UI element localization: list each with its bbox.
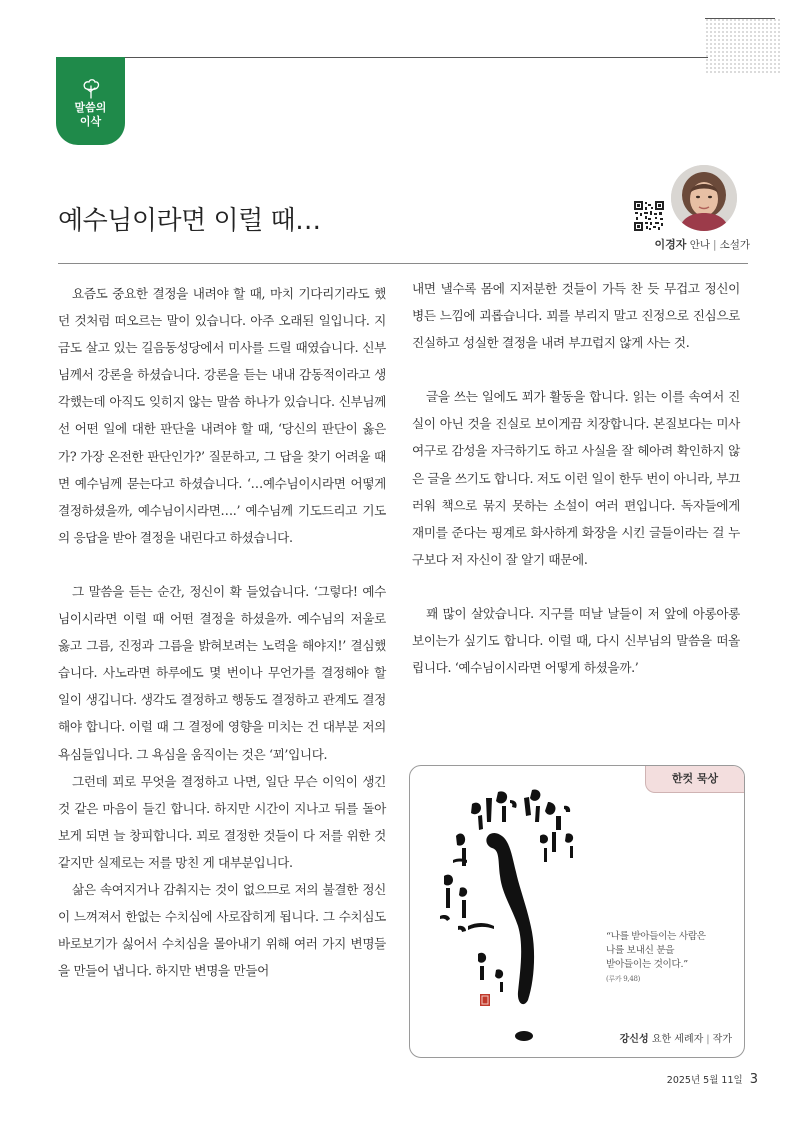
quote-line: 받아들이는 것이다.”	[606, 959, 688, 970]
paragraph: 그런데 꾀로 무엇을 결정하고 나면, 일단 무슨 이익이 생긴 것 같은 마음이 들긴 합니다. 하지만 시간이 지나고 뒤를 돌아보게 되면 늘 창피합니다. 꾀로 결정한 것들이 다 저를 위한 것 같지만 실제로는 저를 망친 게 대부분입니다.	[58, 773, 386, 870]
artist-role: 작가	[712, 1034, 732, 1045]
section-tab	[56, 57, 125, 145]
author-role: 소설가	[719, 239, 750, 251]
artist-credit: 강신성 요한 세례자 | 작가	[619, 1034, 732, 1045]
author-portrait-illustration	[671, 165, 737, 231]
calligraphy-artwork	[420, 776, 600, 1046]
corner-decoration	[705, 18, 781, 74]
paragraph: 꽤 많이 살았습니다. 지구를 떠날 날들이 저 앞에 아롱아롱 보이는가 싶기도 합니다. 이럴 때, 다시 신부님의 말씀을 떠올립니다. ‘예수님이시라면 어떻게 하셨을까.’	[412, 605, 740, 676]
author-byline: 이경자 안나 | 소설가	[654, 238, 750, 251]
section-tab-line1: 말씀의	[74, 101, 107, 114]
quote-line: 나를 보내신 분을	[606, 945, 675, 956]
article-body-left-column	[58, 280, 386, 984]
page-number: 3	[749, 1072, 758, 1087]
quote-line: “나를 받아들이는 사람은	[606, 931, 706, 942]
paragraph: 글을 쓰는 일에도 꾀가 활동을 합니다. 읽는 이를 속여서 진실이 아닌 것을 진실로 보이게끔 치장합니다. 본질보다는 미사여구로 감성을 자극하기도 하고 사실을 잘 헤아려 확인하지 않은 글을 쓰기도 합니다. 저도 이런 일이 한두 번이 아니라, 부끄러워 책으로 묶지 못하는 소설이 여러 편입니다. 독자들에게 재미를 준다는 핑계로 화사하게 화장을 시킨 글들이라는 걸 누구보다 저 자신이 잘 알기 때문에.	[412, 389, 740, 567]
header-rule	[125, 57, 708, 58]
author-name: 이경자	[654, 238, 687, 251]
wheat-tree-icon	[80, 77, 102, 99]
section-tab-line2: 이삭	[79, 115, 102, 128]
meditation-box	[409, 765, 745, 1058]
article-title: 예수님이라면 이럴 때…	[58, 206, 321, 236]
scripture-quote	[606, 930, 736, 986]
author-baptismal-name: 안나	[689, 239, 711, 251]
page-footer	[667, 1072, 758, 1087]
qr-code[interactable]	[634, 201, 664, 231]
article-body-right-column	[412, 275, 740, 681]
paragraph: 요즘도 중요한 결정을 내려야 할 때, 마치 기다리기라도 했던 것처럼 떠오르는 말이 있습니다. 아주 오래된 일입니다. 지금도 살고 있는 길음동성당에서 미사를 드릴 때였습니다. 신부님께서 강론을 하셨습니다. 강론을 듣는 내내 감동적이라고 생각했는데 아직도 잊히지 않는 말씀 하나가 있습니다. 신부님께선 어떤 일에 대한 판단을 내려야 할 때, ‘당신의 판단이 옳은가? 가장 온전한 판단인가?’ 질문하고, 그 답을 찾기 어려울 때면 예수님께 묻는다고 하셨습니다. ‘…예수님이시라면 어떻게 결정하셨을까, 예수님이시라면….’ 예수님께 기도드리고 기도의 응답을 받아 결정을 내린다고 하셨습니다.	[58, 286, 386, 545]
title-divider	[58, 263, 748, 264]
meditation-tag: 한컷 묵상	[645, 766, 744, 793]
artist-name: 강신성	[619, 1034, 649, 1045]
calligraphy-strokes	[440, 789, 573, 1041]
quote-reference: (루카 9,48)	[606, 975, 641, 983]
author-photo	[671, 165, 737, 231]
artist-baptismal-name: 요한 세례자	[651, 1034, 704, 1045]
issue-date: 2025년 5월 11일	[666, 1075, 743, 1086]
paragraph: 내면 낼수록 몸에 지저분한 것들이 가득 찬 듯 무겁고 정신이 병든 느낌에 괴롭습니다. 꾀를 부리지 말고 진정으로 진심으로 진실하고 성실한 결정을 내려 부끄럽지 않게 사는 것.	[412, 281, 740, 351]
paragraph: 그 말씀을 듣는 순간, 정신이 확 들었습니다. ‘그렇다! 예수님이시라면 이럴 때 어떤 결정을 하셨을까. 예수님의 저울로 옳고 그름, 진정과 그름을 밝혀보려는 노력을 해야지!’ 결심했습니다. 사노라면 하루에도 몇 번이나 무언가를 결정해야 할 일이 생깁니다. 생각도 결정하고 행동도 결정하고 관계도 결정해야 합니다. 이럴 때 그 결정에 영향을 미치는 건 대부분 저의 욕심들입니다. 그 욕심을 움직이는 것은 ‘꾀’입니다.	[58, 583, 386, 762]
paragraph: 삶은 속여지거나 감춰지는 것이 없으므로 저의 불결한 정신이 느껴져서 한없는 수치심에 사로잡히게 됩니다. 그 수치심도 바로보기가 싫어서 수치심을 몰아내기 위해 여러 가지 변명들을 만들어 냅니다. 하지만 변명을 만들어	[58, 881, 386, 979]
